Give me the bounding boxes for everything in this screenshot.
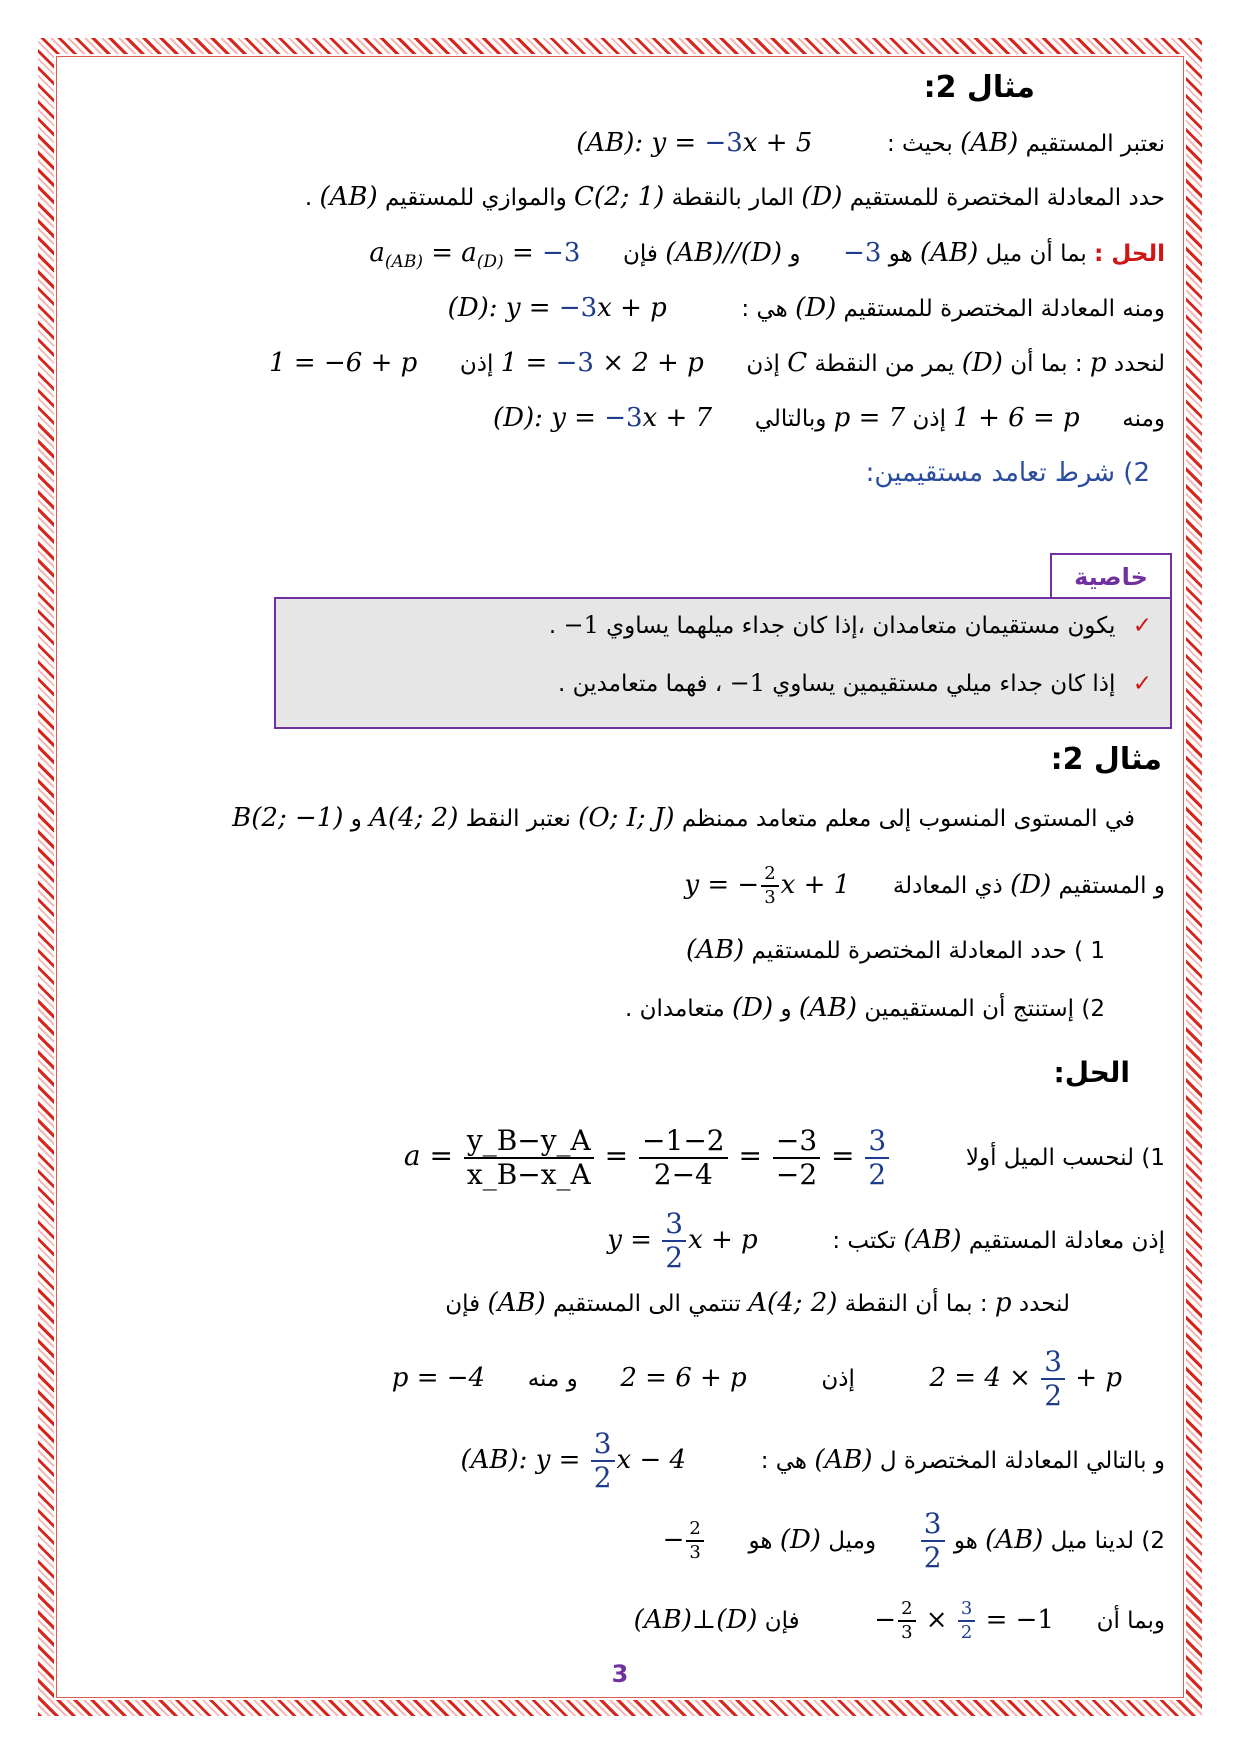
- text: ومنه: [1122, 406, 1165, 432]
- math-value: −1: [729, 669, 765, 697]
- equation-ab-final: (AB): y = $\frac{3}{2}$ x − 4: [460, 1427, 687, 1494]
- equation-final-d: (D): y = −3x + 7: [493, 403, 713, 433]
- text: و: [780, 996, 792, 1022]
- equation-substitution: 1 = −3 × 2 + p: [500, 348, 704, 378]
- text: وبالتالي: [754, 406, 827, 432]
- math-point-b: B(2; −1): [232, 803, 344, 833]
- property-item-1: [549, 611, 1152, 639]
- math-slope-equality: $a_{(AB)} = a_{(D)} = -3$: [369, 238, 581, 273]
- example1-title: [110, 68, 1035, 108]
- text: تكتب :: [832, 1228, 897, 1254]
- equation-ab: y = $\frac{3}{2}$ x + p: [607, 1207, 758, 1274]
- math-perpendicular: (AB)⊥(D): [633, 1605, 758, 1635]
- text: لدينا ميل: [1050, 1528, 1135, 1554]
- text: و: [350, 806, 362, 832]
- math-d: (D): [961, 348, 1003, 378]
- example2-line1: [110, 798, 1135, 838]
- page-number: [0, 1660, 1240, 1688]
- text: هو: [888, 241, 913, 267]
- solution1-line4: [110, 398, 1165, 438]
- math-ab: (AB): [903, 1225, 962, 1255]
- math-ab: (AB): [814, 1445, 873, 1475]
- solution1-line2: [110, 288, 1165, 328]
- page-number-text: 3: [611, 1660, 629, 1688]
- math-point-a: A(4; 2): [748, 1288, 838, 1318]
- question-2: [110, 988, 1105, 1028]
- check-icon: ✓: [1132, 671, 1152, 697]
- solution2-step7: [110, 1585, 1165, 1655]
- text: هو: [748, 1528, 773, 1554]
- text: نعتبر النقط: [465, 806, 571, 832]
- math-slope: −3: [843, 238, 882, 268]
- text: بما أن: [1029, 241, 1087, 267]
- text: فإن: [622, 241, 658, 267]
- text: : بما أن النقطة: [844, 1291, 988, 1317]
- text: ذي المعادلة: [892, 873, 1003, 899]
- equation: p = 7: [833, 403, 906, 433]
- text: لنحدد: [1113, 351, 1165, 377]
- math-d: (D): [795, 293, 837, 323]
- text: و المستقيم: [1058, 873, 1165, 899]
- text: ، فهما متعامدين: [572, 671, 723, 697]
- text: في المستوى المنسوب إلى معلم متعامد ممنظم: [681, 806, 1135, 832]
- text: لنحسب الميل أولا: [965, 1145, 1135, 1171]
- text: لنحدد: [1018, 1291, 1070, 1317]
- example1-title-text: مثال 2:: [923, 70, 1035, 105]
- equation-d: (D): y = −3x + p: [447, 293, 667, 323]
- text: و: [789, 241, 801, 267]
- math-value: −1: [563, 611, 599, 639]
- text: ومنه المعادلة المختصرة للمستقيم: [843, 296, 1165, 322]
- solution2-step5: [110, 1425, 1165, 1495]
- text: هي :: [741, 296, 788, 322]
- text: فإن: [445, 1291, 481, 1317]
- equation-ab: (AB): y = −3x + 5: [576, 128, 813, 158]
- math-point-a: A(4; 2): [369, 803, 459, 833]
- math-ab: (AB): [985, 1525, 1044, 1555]
- property-item-2: [558, 669, 1152, 697]
- example2-title: [110, 740, 1162, 780]
- text: متعامدان .: [625, 996, 725, 1022]
- text: المار بالنقطة: [671, 185, 794, 211]
- text: يمر من النقطة: [814, 351, 955, 377]
- math-slope-ab: $\frac{3}{2}$: [919, 1505, 947, 1575]
- math-parallel: (AB)//(D): [665, 238, 783, 268]
- solution2-step1: [110, 1118, 1165, 1194]
- text: وبما أن: [1096, 1608, 1165, 1634]
- text: حدد المعادلة المختصرة للمستقيم: [849, 185, 1165, 211]
- text: إستنتج أن المستقيمين: [864, 996, 1075, 1022]
- solution2-step2: [110, 1208, 1165, 1272]
- solution2-step3: [110, 1283, 1070, 1323]
- check-icon: ✓: [1132, 613, 1152, 639]
- text: إذن: [821, 1366, 855, 1392]
- equation: 2 = 6 + p: [620, 1363, 747, 1393]
- math-d: (D): [1010, 870, 1052, 900]
- text: يكون مستقيمان متعامدان ،إذا كان جداء ميلهما يساوي: [606, 613, 1116, 639]
- text: نعتبر المستقيم: [1025, 131, 1165, 157]
- text: والموازي للمستقيم: [384, 185, 567, 211]
- text: : بما أن: [1010, 351, 1083, 377]
- solution2-step4: [110, 1343, 1122, 1413]
- solution2-step6: [110, 1505, 1165, 1575]
- math-ab: (AB): [685, 935, 745, 965]
- math-slope-d: − $\frac{2}{3}$: [663, 1505, 706, 1575]
- equation-simplified: 1 = −6 + p: [269, 348, 418, 378]
- text: هو: [953, 1528, 978, 1554]
- equation: 1 + 6 = p: [953, 403, 1080, 433]
- section2-heading: [110, 453, 1150, 493]
- example1-line1: [110, 123, 1165, 163]
- question-number: 2): [1081, 996, 1105, 1022]
- text: فإن: [764, 1608, 800, 1634]
- text: حدد المعادلة المختصرة للمستقيم: [751, 938, 1067, 964]
- math-ab: (AB): [487, 1288, 546, 1318]
- math-d: (D): [731, 993, 774, 1023]
- step-number: 1): [1141, 1145, 1165, 1171]
- math-frame: (O; I; J): [578, 803, 675, 833]
- property-box: [274, 597, 1172, 729]
- text: و بالتالي المعادلة المختصرة ل: [879, 1448, 1165, 1474]
- solution-label: الحل :: [1094, 241, 1165, 267]
- text: .: [304, 185, 313, 211]
- text: .: [548, 613, 557, 639]
- question-1: [110, 930, 1105, 970]
- question-number: 1 ): [1074, 938, 1105, 964]
- text: تنتمي الى المستقيم: [552, 1291, 741, 1317]
- math-product: − $\frac{2}{3}$ × $\frac{3}{2}$ = −1: [874, 1598, 1054, 1643]
- math-p: p: [994, 1288, 1012, 1318]
- text: .: [558, 671, 566, 697]
- math-ab: (AB): [920, 238, 979, 268]
- equation-substitution: 2 = 4 × $\frac{3}{2}$ + p: [929, 1345, 1122, 1412]
- math-c: C: [787, 348, 808, 378]
- math-ab: (AB): [319, 182, 378, 212]
- example1-line2: [110, 177, 1165, 217]
- text: و منه: [527, 1366, 578, 1392]
- text: إذن: [912, 406, 946, 432]
- equation-p: p = −4: [391, 1363, 486, 1393]
- math-ab: (AB): [960, 128, 1019, 158]
- text: هي :: [760, 1448, 808, 1474]
- property-tab: [1050, 553, 1172, 597]
- math-point-c: C(2; 1): [574, 182, 665, 212]
- step-number: 2): [1141, 1528, 1165, 1554]
- section-number: 2): [1123, 458, 1150, 488]
- math-ab: (AB): [798, 993, 858, 1023]
- solution-label-text: الحل:: [1053, 1056, 1130, 1089]
- text: وميل: [828, 1528, 877, 1554]
- math-p: p: [1089, 348, 1107, 378]
- text: ميل: [985, 241, 1023, 267]
- equation-slope-calc: a = $\frac{y\_B-y\_A}{x\_B-x\_A}$ = $\frac{-1-2}{2-4}$ = $\frac{-3}{-2}$ = $\frac{3}{2}$: [404, 1118, 891, 1194]
- math-d: (D): [779, 1525, 821, 1555]
- section-title: شرط تعامد مستقيمين:: [865, 458, 1116, 488]
- text: إذن: [459, 351, 494, 377]
- property-tab-label: خاصية: [1074, 563, 1148, 591]
- solution1-line3: [110, 343, 1165, 383]
- solution2-label: [110, 1053, 1130, 1093]
- math-d: (D): [801, 182, 843, 212]
- text: بحيث :: [886, 131, 953, 157]
- text: إذن معادلة المستقيم: [968, 1228, 1165, 1254]
- text: إذا كان جداء ميلي مستقيمين يساوي: [772, 671, 1116, 697]
- text: إذن: [746, 351, 780, 377]
- example2-line2: [110, 860, 1165, 910]
- example2-title-text: مثال 2:: [1050, 742, 1162, 777]
- equation-d: y = − $\frac{2}{3}$ x + 1: [684, 863, 851, 908]
- solution1-line1: [110, 233, 1165, 273]
